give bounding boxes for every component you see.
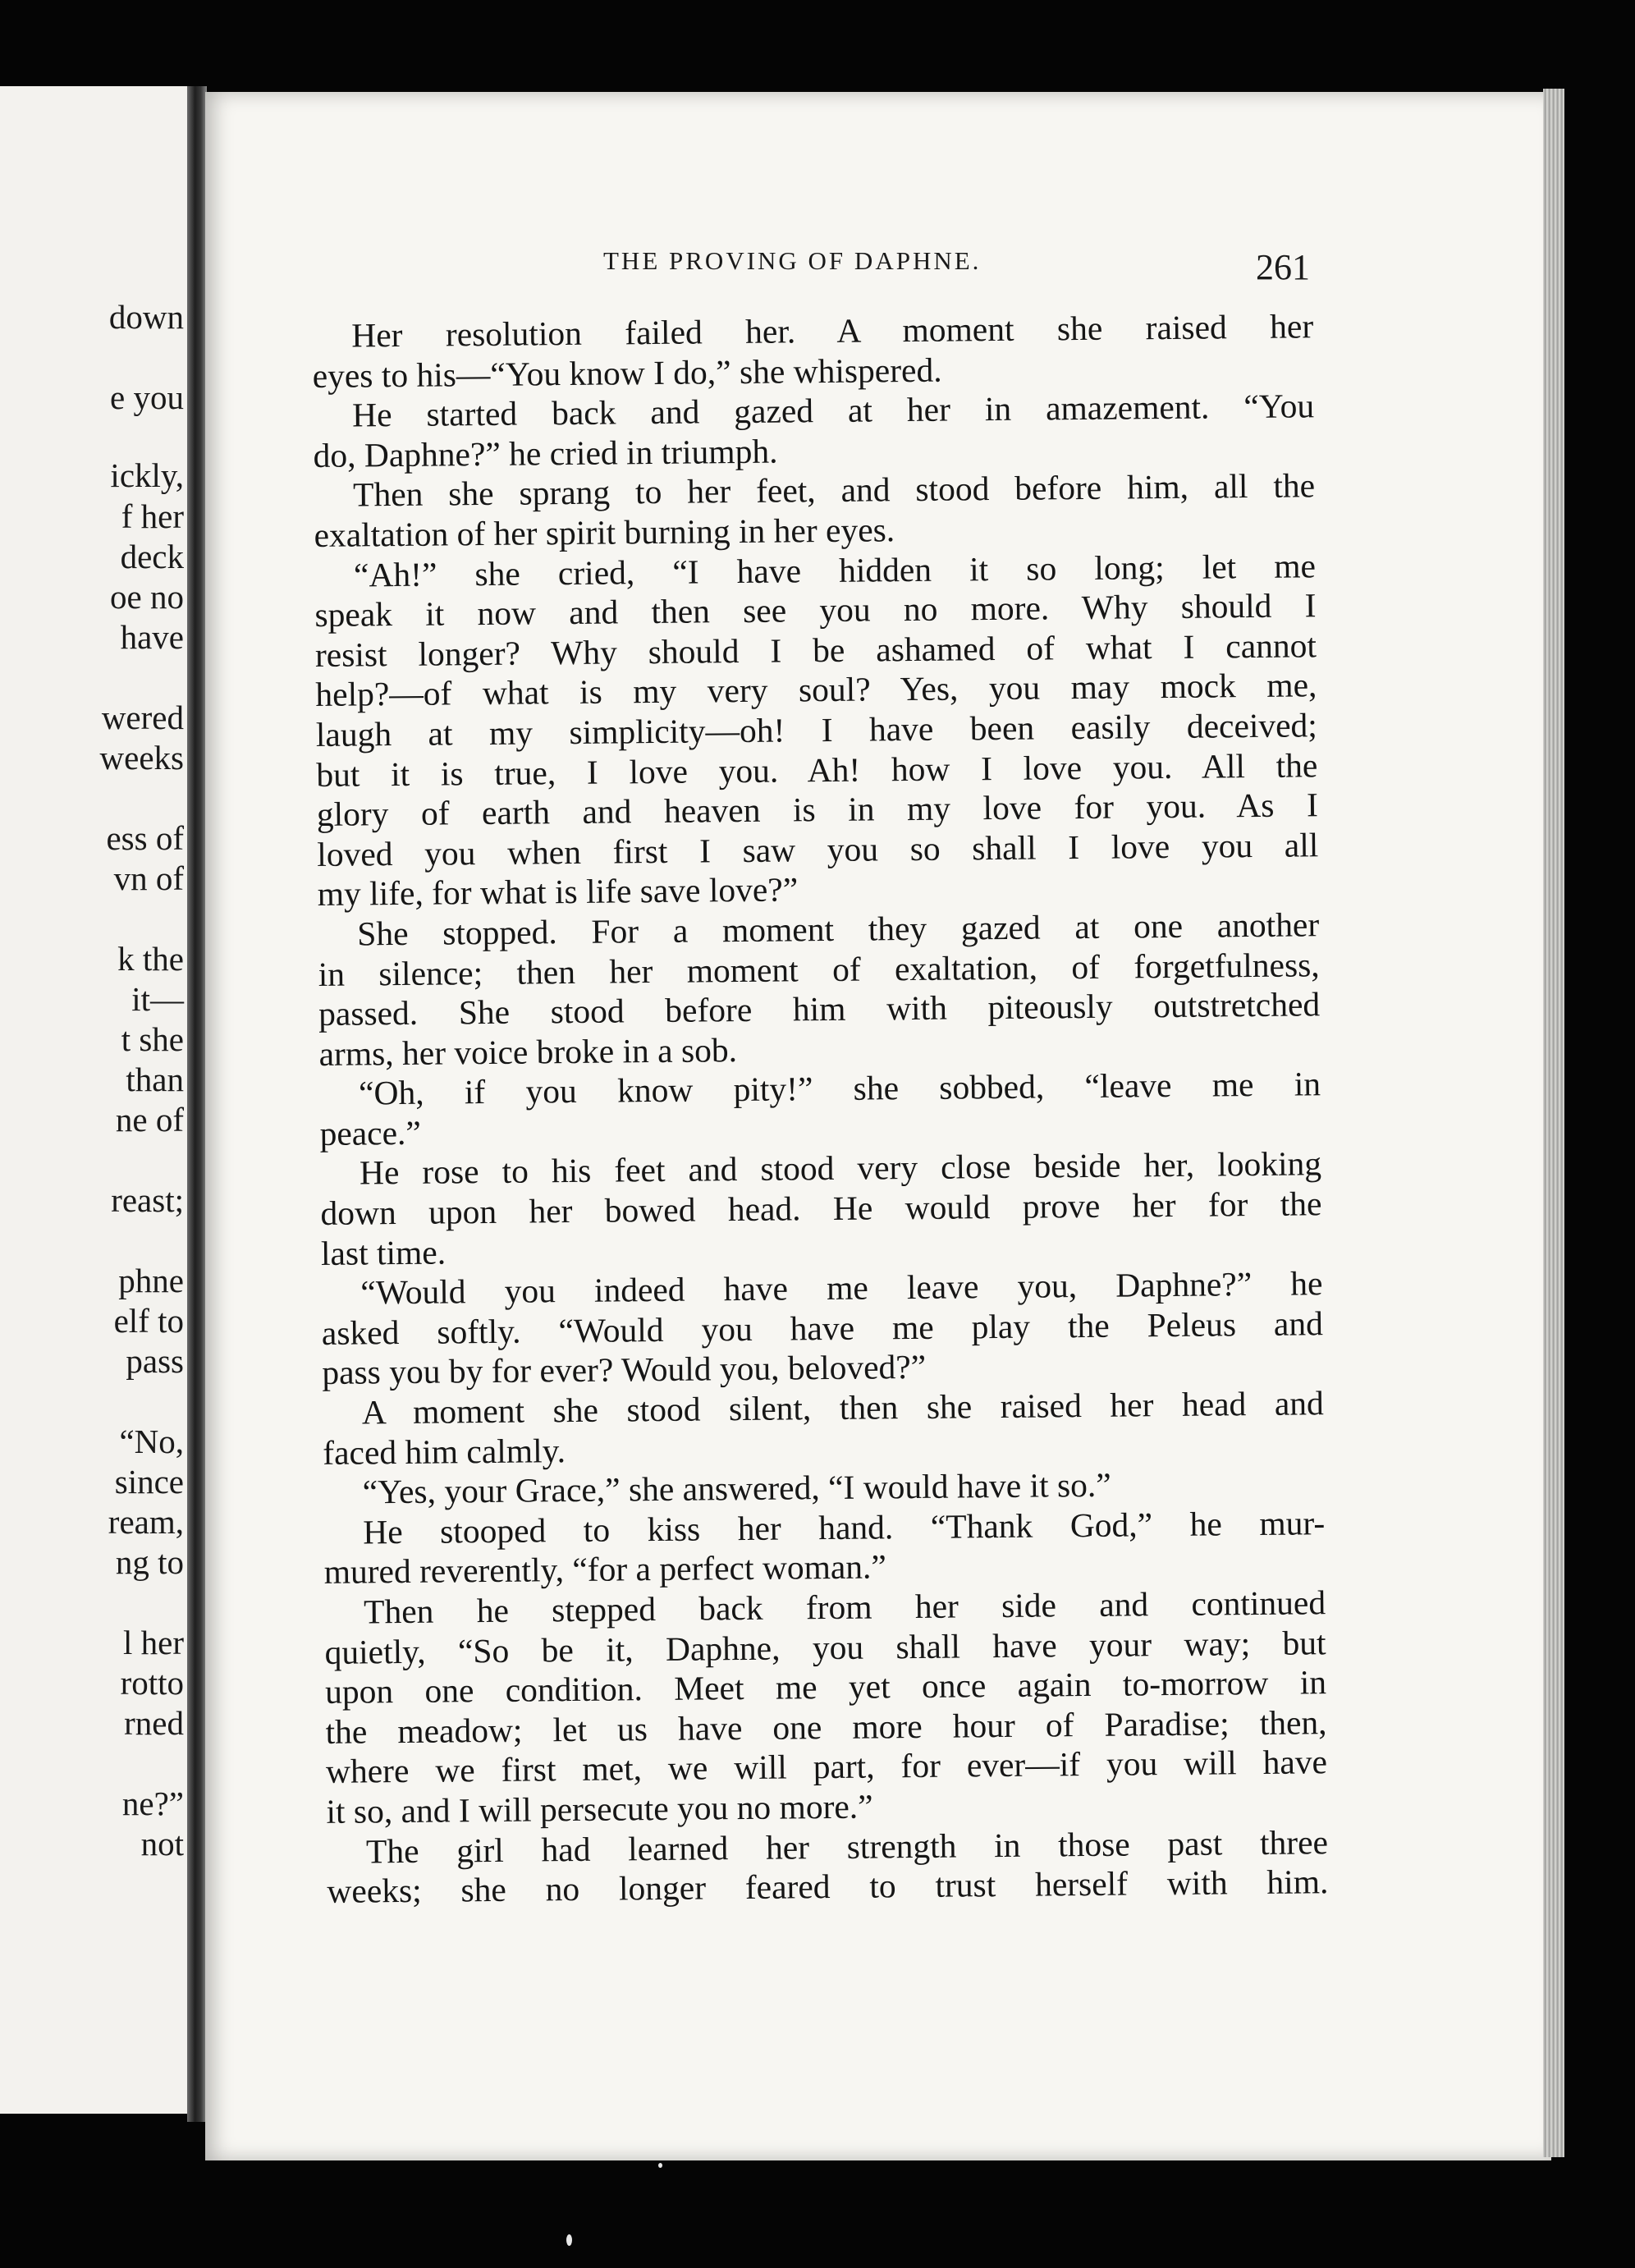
- text-line: the meadow; let us have one more hour of Paradise; then,: [325, 1702, 1327, 1751]
- text-line: resist longer? Why should I be ashamed of what I cannot: [314, 626, 1317, 674]
- left-page-line-fragment: wered: [101, 699, 184, 736]
- left-page-line-fragment: k the: [117, 940, 184, 978]
- left-page-line-fragment: ne of: [115, 1101, 184, 1139]
- left-page-line-fragment: elf to: [113, 1302, 184, 1340]
- left-page-line-fragment: ickly,: [110, 456, 184, 494]
- left-page-line-fragment: pass: [126, 1342, 184, 1380]
- left-page-line-fragment: ream,: [108, 1503, 184, 1541]
- facing-page-left: [0, 86, 195, 2114]
- dust-speck: [658, 2163, 662, 2168]
- body-text: [312, 306, 1329, 1911]
- text-line: arms, her voice broke in a sob.: [318, 1030, 738, 1073]
- left-page-line-fragment: vn of: [113, 859, 184, 897]
- text-line: down upon her bowed head. He would prove her for the: [320, 1184, 1322, 1233]
- text-line: Then she sprang to her feet, and stood before him, all the: [352, 466, 1316, 514]
- text-line: “Yes, your Grace,” she answered, “I would have it so.”: [362, 1465, 1111, 1511]
- page-edges: [1543, 89, 1564, 2157]
- text-line: in silence; then her moment of exaltation, of forgetfulness,: [318, 945, 1320, 993]
- text-line: loved you when first I saw you so shall I love you all: [317, 825, 1319, 873]
- text-line: it so, and I will persecute you no more.”: [326, 1787, 873, 1830]
- left-page-line-fragment: t she: [121, 1020, 184, 1058]
- text-line: last time.: [320, 1233, 447, 1272]
- text-line: He rose to his feet and stood very close beside her, looking: [359, 1144, 1322, 1192]
- text-line: The girl had learned her strength in those past three: [365, 1822, 1329, 1871]
- left-page-line-fragment: ng to: [115, 1543, 184, 1581]
- left-page-line-fragment: e you: [110, 378, 184, 416]
- text-line: mured reverently, “for a perfect woman.”: [323, 1547, 887, 1592]
- left-page-line-fragment: oe no: [110, 578, 184, 616]
- left-page-line-fragment: it—: [131, 980, 184, 1018]
- left-page-line-fragment: phne: [118, 1262, 184, 1299]
- text-line: Then he stepped back from her side and continued: [363, 1583, 1326, 1631]
- text-line: laugh at my simplicity—oh! I have been easily deceived;: [315, 706, 1318, 754]
- left-page-line-fragment: “No,: [119, 1423, 184, 1460]
- dust-speck: [566, 2234, 572, 2246]
- page-number: 261: [1256, 247, 1310, 287]
- left-page-line-fragment: have: [120, 618, 184, 656]
- left-page-line-fragment: rotto: [120, 1664, 184, 1702]
- text-line: glory of earth and heaven is in my love for you. As I: [316, 786, 1318, 834]
- text-line: upon one condition. Meet me yet once again to-morrow in: [324, 1663, 1327, 1711]
- text-line: do, Daphne?” he cried in triumph.: [313, 432, 778, 474]
- text-line: speak it now and then see you no more. Why should I: [314, 586, 1317, 635]
- left-page-line-fragment: ne?”: [121, 1785, 184, 1822]
- text-line: asked softly. “Would you have me play the Peleus and: [321, 1304, 1324, 1352]
- text-line: help?—of what is my very soul? Yes, you may mock me,: [315, 666, 1317, 714]
- left-page-line-fragment: l her: [123, 1624, 184, 1661]
- left-page-line-fragment: since: [114, 1463, 184, 1501]
- text-line: quietly, “So be it, Daphne, you shall have your way; but: [324, 1623, 1326, 1671]
- text-line: weeks; she no longer feared to trust herself with him.: [327, 1863, 1329, 1911]
- running-title: THE PROVING OF DAPHNE.: [603, 246, 982, 275]
- text-line: peace.”: [319, 1113, 422, 1152]
- text-line: “Would you indeed have me leave you, Daphne?” he: [360, 1264, 1323, 1312]
- text-line: eyes to his—“You know I do,” she whispered.: [312, 351, 942, 395]
- left-page-line-fragment: not: [140, 1825, 184, 1863]
- left-page-line-fragment: weeks: [99, 739, 184, 777]
- text-line: pass you by for ever? Would you, beloved?”: [322, 1348, 927, 1392]
- left-page-line-fragment: rned: [124, 1704, 184, 1742]
- text-line: Her resolution failed her. A moment she raised her: [351, 307, 1314, 355]
- left-page-line-fragment: deck: [120, 538, 184, 575]
- left-page-line-fragment: than: [126, 1061, 184, 1098]
- text-line: faced him calmly.: [323, 1431, 566, 1472]
- left-page-line-fragment: down: [108, 298, 184, 336]
- text-line: She stopped. For a moment they gazed at one another: [357, 905, 1320, 953]
- text-line: where we first met, we will part, for ever—if you will have: [325, 1743, 1328, 1791]
- text-line: passed. She stood before him with piteously outstretched: [318, 985, 1321, 1033]
- book-gutter: [187, 86, 207, 2122]
- text-line: “Ah!” she cried, “I have hidden it so long; let me: [353, 546, 1317, 594]
- text-line: A moment she stood silent, then she raised her head and: [361, 1384, 1324, 1432]
- text-line: He stooped to kiss her hand. “Thank God,” he mur-: [363, 1504, 1326, 1551]
- left-page-line-fragment: f her: [121, 497, 184, 535]
- text-line: my life, for what is life save love?”: [317, 870, 799, 914]
- text-line: but it is true, I love you. Ah! how I love you. All the: [316, 745, 1318, 794]
- text-line: He started back and gazed at her in amazement. “You: [351, 387, 1315, 434]
- text-line: “Oh, if you know pity!” she sobbed, “leave me in: [358, 1065, 1321, 1112]
- text-line: exaltation of her spirit burning in her eyes.: [314, 511, 895, 554]
- left-page-line-fragment: reast;: [111, 1181, 184, 1219]
- left-page-line-fragment: ess of: [106, 819, 184, 857]
